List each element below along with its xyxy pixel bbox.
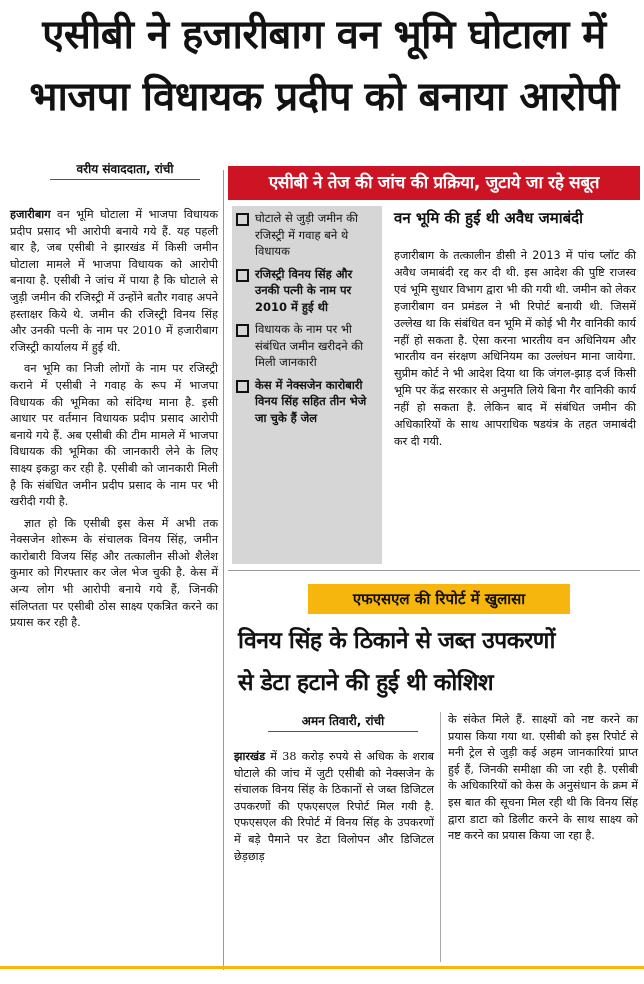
second-headline-line-2: से डेटा हटाने की हुई थी कोशिश <box>238 670 494 696</box>
fact-item <box>236 266 378 316</box>
fact-box <box>232 206 382 564</box>
left-para-2: वन भूमि का निजी लोगों के नाम पर रजिस्ट्री कराने में एसीबी ने गवाह के रूप में भाजपा विधायक की भूमिका को संदिग्ध माना है. इसी आधार पर वर्तमान विधायक प्रदीप प्रसाद आरोपी बनाये गये हैं. अब एसीबी की टीम मामले में भाजपा विधायक की भूमिका की जानकारी लेने के लिए साक्ष्य इकट्ठा कर रही है. एसीबी को जानकारी मिली है कि संबंधित जमीन प्रदीप प्रसाद के नाम पर भी खरीदी गयी है. <box>10 362 218 509</box>
fact-text: रजिस्ट्री विनय सिंह और उनकी पत्नी के नाम पर 2010 में हुई थी <box>255 266 353 314</box>
column-divider <box>223 170 224 970</box>
left-article-column <box>10 206 218 637</box>
dateline: हजारीबाग <box>10 207 51 221</box>
headline-line-1: एसीबी ने हजारीबाग वन भूमि घोटाला में <box>42 12 606 58</box>
main-headline <box>10 4 638 128</box>
bottom-article-column-2: के संकेत मिले हैं. साक्ष्यों को नष्ट करने का प्रयास किया गया था. एसीबी को इस रिपोर्ट से मनी ट्रेल से जुड़ी कई अहम जानकारियां प्राप्त हुई हैं, जिनकी समीक्षा की जा रही है. एसीबी के अधिकारियों को केस के अनुसंधान के क्रम में इस बात की सूचना मिल रही थी कि विनय सिंह द्वारा डाटा को डिलीट करने के साथ साक्ष्य को नष्ट करने का प्रयास किया जा रहा है. <box>448 713 638 843</box>
square-bullet-icon <box>236 269 249 282</box>
fact-text: घोटाले से जुड़ी जमीन की रजिस्ट्री में गवाह बने थे विधायक <box>255 211 358 258</box>
fact-text: केस में नेक्सजेन कारोबारी विनय सिंह सहित तीन भेजे जा चुके हैं जेल <box>255 377 367 425</box>
section-divider <box>228 570 640 571</box>
second-byline: अमन तिवारी, रांची <box>268 712 418 732</box>
dateline-2: झारखंड <box>234 749 266 763</box>
fact-item <box>236 210 378 260</box>
square-bullet-icon <box>236 324 249 337</box>
second-headline <box>238 620 638 704</box>
left-para-3: ज्ञात हो कि एसीबी इस केस में अभी तक नेक्सजेन शोरूम के संचालक विनय सिंह, जमीन कारोबारी विजय सिंह और तत्कालीन सीओ शैलेश कुमार को गिरफ्तार कर जेल भेज चुकी है. केस में अन्य लोग भी आरोपी बनाये गये हैं, जिनकी संलिप्तता पर एसीबी ठोस साक्ष्य एकत्रित करने का प्रयास कर रही है. <box>10 516 218 630</box>
headline-line-2: भाजपा विधायक प्रदीप को बनाया आरोपी <box>29 74 619 120</box>
left-para-1 <box>10 206 218 356</box>
second-headline-line-1: विनय सिंह के ठिकाने से जब्त उपकरणों <box>238 628 555 654</box>
subheading-forest-land: वन भूमि की हुई थी अवैध जमाबंदी <box>394 209 584 227</box>
bottom-column-divider <box>440 712 441 962</box>
right-article-column: हजारीबाग के तत्कालीन डीसी ने 2013 में पांच प्लॉट की अवैध जमाबंदी रद्द कर दी थी. इस आदेश की पुष्टि राजस्व एवं भूमि सुधार विभाग द्वारा भी की गयी थी. जमीन को लेकर हजारीबाग वन प्रमंडल ने भी रिपोर्ट बनायी थी. जिसमें उल्लेख था कि संबंधित वन भूमि में कोई भी गैर वानिकी कार्य नहीं हो सकता है. ऐसा करना भारतीय वन अधिनियम और भारतीय वन संरक्षण अधिनियम का उल्लंघन माना जायेगा. सुप्रीम कोर्ट ने भी आदेश दिया था कि जंगल-झाड़ दर्ज किसी भूमि पर केंद्र सरकार से अनुमति लिये बिना गैर वानिकी कार्य नहीं हो सकता है. लेकिन बाद में संबंधित जमीन की अधिकारियों के साथ आपराधिक षडयंत्र के तहत जमाबंदी कर दी गयी. <box>394 249 636 448</box>
bottom-col-1-text: में 38 करोड़ रुपये से अधिक के शराब घोटाले की जांच में जुटी एसीबी को नेक्सजेन के संचालक विनय सिंह के ठिकानों से जब्त डिजिटल उपकरणों की एफएसएल रिपोर्ट मिल गयी है. एफएसएल की रिपोर्ट में विनय सिंह के उपकरणों में बड़े पैमाने पर डेटा विलोपन और डिजिटल छेड़छाड़ <box>234 750 434 863</box>
byline: वरीय संवाददाता, रांची <box>50 160 200 180</box>
bottom-article-column-1 <box>234 748 434 865</box>
left-para-1-text: वन भूमि घोटाला में भाजपा विधायक प्रदीप प्रसाद भी आरोपी बनाये गये हैं. यह पहली बार है, जब एसीबी ने झारखंड में किसी जमीन घोटाला मामले में भाजपा विधायक को आरोपी बनाया है. एसीबी ने जांच में पाया है कि घोटाले से जुड़ी जमीन की रजिस्ट्री में उन्होंने बतौर गवाह अपने हस्ताक्षर किये थे. जमीन की रजिस्ट्री विनय सिंह और उनकी पत्नी के नाम पर 2010 में हजारीबाग रजिस्ट्री कार्यालय में हुई थी. <box>10 208 218 354</box>
square-bullet-icon <box>236 213 249 226</box>
yellow-banner-label: एफएसएल की रिपोर्ट में खुलासा <box>308 584 570 614</box>
bottom-rule <box>0 966 644 969</box>
red-banner-headline: एसीबी ने तेज की जांच की प्रक्रिया, जुटाये जा रहे सबूत <box>228 166 640 200</box>
fact-item <box>236 377 378 427</box>
fact-text: विधायक के नाम पर भी संबंधित जमीन खरीदने की मिली जानकारी <box>255 322 364 369</box>
fact-item <box>236 321 378 371</box>
square-bullet-icon <box>236 380 249 393</box>
